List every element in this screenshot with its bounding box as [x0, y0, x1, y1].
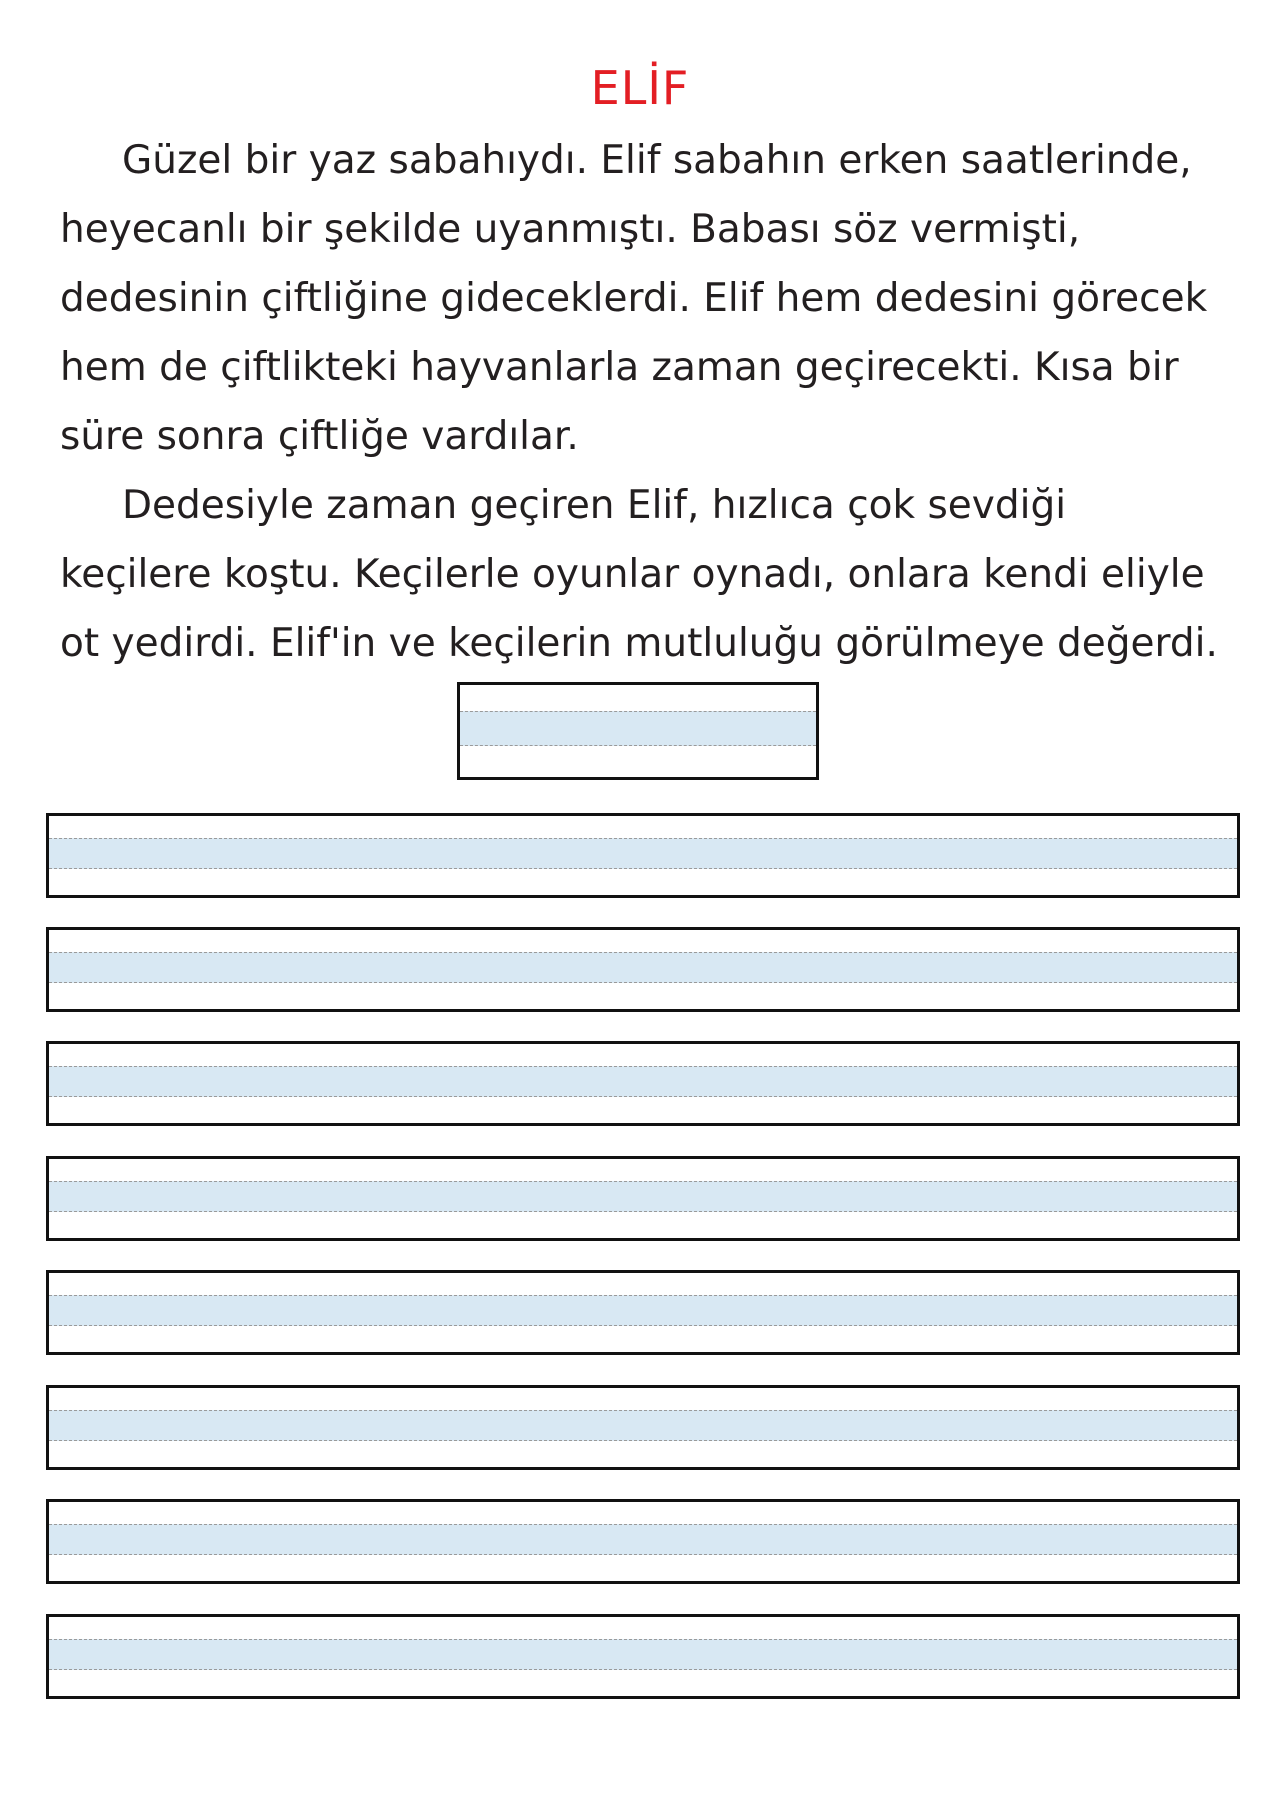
guide-band	[49, 1410, 1237, 1440]
guide-band	[49, 1181, 1237, 1211]
guide-band	[460, 711, 816, 746]
story-line: ot yedirdi. Elif'in ve keçilerin mutluluğu görülmeye değerdi.	[60, 621, 1218, 666]
guide-band	[49, 1066, 1237, 1096]
writing-line-6[interactable]	[46, 1385, 1240, 1470]
writing-line-5[interactable]	[46, 1270, 1240, 1355]
guide-band	[49, 1295, 1237, 1325]
story-line: süre sonra çiftliğe vardılar.	[60, 414, 579, 459]
writing-line-3[interactable]	[46, 1041, 1240, 1126]
writing-line-7[interactable]	[46, 1499, 1240, 1584]
writing-line-2[interactable]	[46, 927, 1240, 1012]
guide-band	[49, 952, 1237, 982]
guide-band	[49, 1639, 1237, 1669]
writing-line-8[interactable]	[46, 1614, 1240, 1699]
story-line: keçilere koştu. Keçilerle oyunlar oynadı, onlara kendi eliyle	[60, 552, 1205, 597]
worksheet-title: ELİF	[590, 61, 690, 115]
story-line: dedesinin çiftliğine gideceklerdi. Elif hem dedesini görecek	[60, 276, 1208, 321]
story-line: Dedesiyle zaman geçiren Elif, hızlıca çok sevdiği	[122, 483, 1067, 528]
story-line: heyecanlı bir şekilde uyanmıştı. Babası söz vermişti,	[60, 207, 1081, 252]
guide-band	[49, 838, 1237, 868]
story-text	[60, 126, 1235, 678]
story-line: Güzel bir yaz sabahıydı. Elif sabahın erken saatlerinde,	[122, 138, 1192, 183]
writing-line-1[interactable]	[46, 813, 1240, 898]
story-line: hem de çiftlikteki hayvanlarla zaman geçirecekti. Kısa bir	[60, 345, 1179, 390]
writing-line-4[interactable]	[46, 1156, 1240, 1241]
title-writing-box[interactable]	[457, 682, 819, 780]
guide-band	[49, 1524, 1237, 1554]
